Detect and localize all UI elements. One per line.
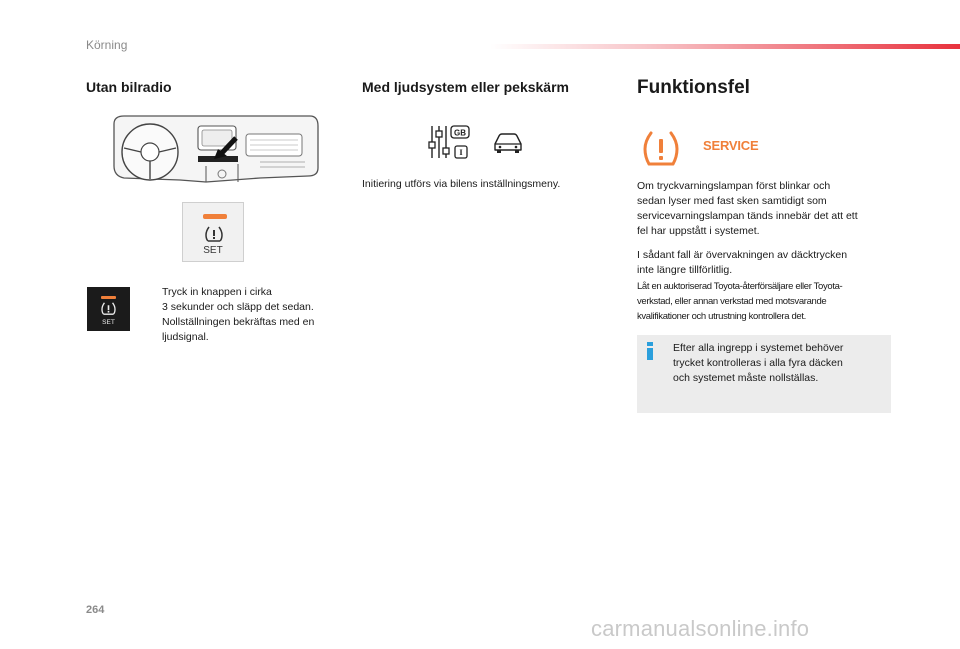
page-number: 264 (86, 604, 105, 616)
set-button-panel (182, 202, 244, 262)
malfunction-paragraph-1: Om tryckvarningslampan först blinkar och sedan lyser med fast sken samtidigt som servicevarningslampan tänds innebär det att ett fel har uppstått i systemet. (637, 180, 858, 237)
section-label: Körning (86, 38, 128, 52)
info-text: Efter alla ingrepp i systemet behöver trycket kontrolleras i alla fyra däcken och systemet måste nollställas. (673, 342, 844, 384)
indicator-led (203, 214, 227, 219)
badge-i-text: I (459, 147, 463, 157)
settings-sliders-icon (428, 124, 470, 160)
button-set-label: SET (102, 319, 115, 326)
info-icon (645, 342, 655, 360)
header-accent-bar (490, 44, 960, 49)
init-text: Initiering utförs via bilens inställningsmeny. (362, 178, 561, 190)
dashboard-illustration (110, 112, 322, 192)
malfunction-paragraph-3: Låt en auktoriserad Toyota-återförsäljare eller Toyota- verkstad, eller annan verkstad med motsvarande kvalifikationer och utrustning kontrollera det. (637, 281, 843, 322)
badge-gb-text: GB (454, 128, 466, 138)
panel-set-label: SET (203, 245, 223, 256)
set-button[interactable] (87, 287, 130, 331)
indicator-led-small (101, 296, 116, 299)
instruction-text: Tryck in knappen i cirka 3 sekunder och släpp det sedan. Nollställningen bekräftas med en ljudsignal. (162, 286, 315, 343)
tire-pressure-icon (205, 226, 223, 242)
tire-pressure-icon-small (101, 302, 116, 315)
heading-funktionsfel: Funktionsfel (637, 77, 750, 98)
watermark[interactable]: carmanualsonline.info (591, 616, 810, 641)
service-warning-label: SERVICE (703, 138, 759, 153)
info-box (637, 335, 891, 413)
car-icon (492, 132, 524, 154)
heading-utan-bilradio: Utan bilradio (86, 79, 172, 95)
tire-pressure-warning-icon (642, 131, 680, 167)
malfunction-paragraph-2: I sådant fall är övervakningen av däcktrycken inte längre tillförlitlig. (637, 249, 848, 276)
heading-ljudsystem: Med ljudsystem eller pekskärm (362, 79, 569, 95)
